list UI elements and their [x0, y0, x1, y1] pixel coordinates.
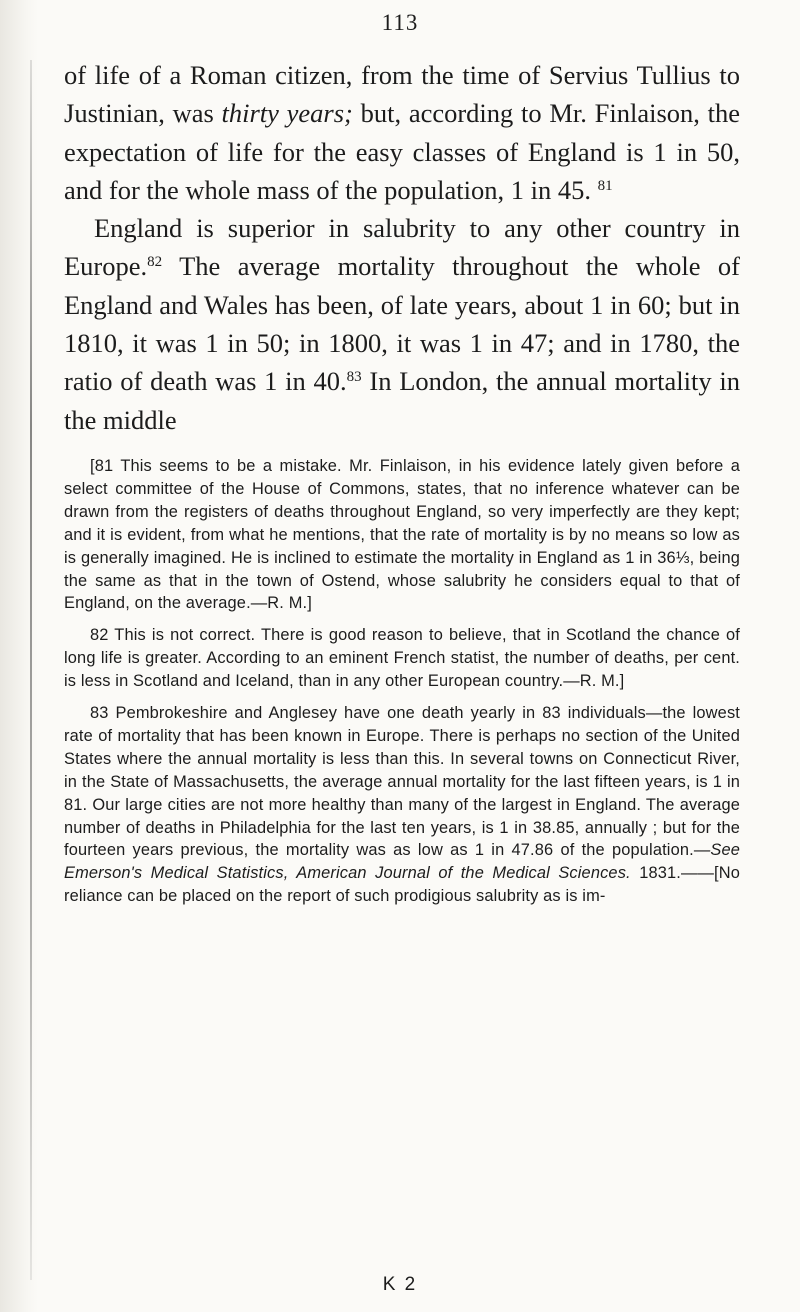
footnote-81: [81 This seems to be a mistake. Mr. Finlaison, in his evidence lately given before a select committee of the House of Commons, states, that no inference whatever can be drawn from the registers of deaths throughout England, so very imperfectly are they kept; and it is evident, from what he mentions, that the rate of mortality is by no means so low as is generally imagined. He is inclined to estimate the mortality in England as 1 in 36⅓, being the same as that in the town of Ostend, whose salubrity he considers equal to that of England, on the average.—R. M.]	[64, 456, 740, 613]
page-number: 113	[381, 10, 419, 35]
paragraph-1	[64, 56, 740, 209]
paragraph-1-text-a: of life of a Roman citizen, from the time of Servius Tullius to Justinian, was	[64, 60, 740, 129]
footnote-ref-81: 81	[597, 177, 613, 194]
footnote-ref-82: 82	[147, 254, 163, 271]
paragraph-1-italic: thirty years;	[221, 98, 353, 129]
footnote-82: 82 This is not correct. There is good reason to believe, that in Scotland the chance of long life is greater. According to an eminent French statist, the number of deaths, per cent. is less in Scotland and Iceland, than in any other European country.—R. M.]	[64, 626, 740, 691]
footnote-83-text-a: 83 Pembrokeshire and Anglesey have one death yearly in 83 individuals—the lowest rate of mortality that has been known in Europe. There is perhaps no section of the United States where the annual mortality is less than this. In several towns on Connecticut River, in the State of Massachusetts, the average annual mortality for the last fifteen years, is 1 in 81. Our large cities are not more healthy than many of the largest in England. The average number of deaths in Philadelphia for the last ten years, is 1 in 38.85, annually ; but for the fourteen years previous, the mortality was as low as 1 in 47.86 of the population.—	[64, 704, 740, 860]
paragraph-2-text-a: England is superior in salubrity to any other country in Europe.	[64, 213, 740, 282]
main-text	[64, 56, 740, 439]
paragraph-2-text-b: The average mortality throughout the whole of England and Wales has been, of late years, about 1 in 60; but in 1810, it was 1 in 50; in 1800, it was 1 in 47; and in 1780, the ratio of death was 1 in 40.	[64, 251, 740, 397]
footnote-83-citation: See Emerson's Medical Statistics, American Journal of the Medical Sciences.	[64, 841, 740, 883]
footnotes	[64, 455, 740, 908]
text-column	[64, 56, 740, 917]
footnote-83-text-b: 1831.——[No reliance can be placed on the report of such prodigious salubrity as is im-	[64, 864, 740, 906]
footnote-ref-83: 83	[346, 369, 362, 386]
paragraph-1-text-b: but, according to Mr. Finlaison, the expectation of life for the easy classes of England is 1 in 50, and for the whole mass of the population, 1 in 45.	[64, 98, 741, 205]
page-edge-line	[30, 60, 32, 1280]
paragraph-2	[64, 209, 740, 439]
signature-mark: K 2	[382, 1274, 418, 1295]
footnote-83	[64, 702, 740, 908]
page-gutter-shadow	[0, 0, 38, 1312]
paragraph-2-text-c: In London, the annual mortality in the middle	[64, 366, 740, 435]
